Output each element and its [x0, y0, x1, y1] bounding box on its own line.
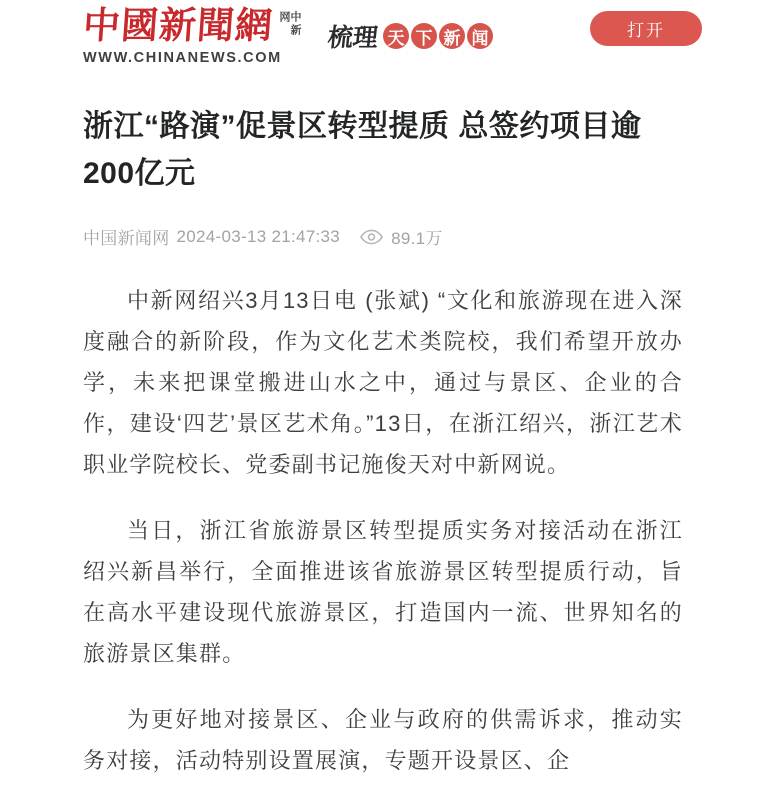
- slogan-seal-circles: [383, 23, 493, 49]
- article-body: [0, 280, 766, 781]
- article-datetime: 2024-03-13 21:47:33: [176, 226, 341, 246]
- slogan-seal-char: 天: [383, 23, 409, 49]
- logo-site-url: WWW.CHINANEWS.COM: [83, 50, 282, 66]
- slogan-seal-char: 新: [439, 23, 465, 49]
- site-slogan: [328, 18, 493, 54]
- article-paragraph: 中新网绍兴3月13日电 (张斌) “文化和旅游现在进入深度融合的新阶段，作为文化艺术类院校，我们希望开放办学，未来把课堂搬进山水之中，通过与景区、企业的合作，建设‘四艺’景区艺术角。”13日，在浙江绍兴，浙江艺术职业学院校长、党委副书记施俊天对中新网说。: [83, 288, 683, 477]
- eye-icon: [360, 229, 383, 245]
- chinanews-logo: [81, 6, 301, 66]
- logo-calligraphy-text: 中國新聞網: [81, 6, 275, 47]
- article-title: 浙江“路演”促景区转型提质 总签约项目逾200亿元: [83, 110, 642, 190]
- brand-group[interactable]: [81, 6, 493, 66]
- slogan-prefix-text: 梳理: [326, 25, 380, 52]
- view-count: 89.1万: [391, 229, 443, 248]
- slogan-seal-char: 下: [411, 23, 437, 49]
- logo-row: [81, 6, 301, 47]
- article-paragraph: 当日，浙江省旅游景区转型提质实务对接活动在浙江绍兴新昌举行，全面推进该省旅游景区转型提质行动，旨在高水平建设现代旅游景区，打造国内一流、世界知名的旅游景区集群。: [83, 518, 683, 666]
- article-source: 中国新闻网: [83, 229, 170, 248]
- article-paragraph: 为更好地对接景区、企业与政府的供需诉求，推动实务对接，活动特别设置展演，专题开设景区、企: [83, 707, 683, 773]
- open-app-button[interactable]: 打开: [590, 11, 702, 46]
- slogan-seal-char: 闻: [467, 23, 493, 49]
- article-meta: [83, 224, 683, 249]
- logo-vertical-subtext: 中新网: [278, 11, 301, 37]
- site-header: [0, 0, 766, 66]
